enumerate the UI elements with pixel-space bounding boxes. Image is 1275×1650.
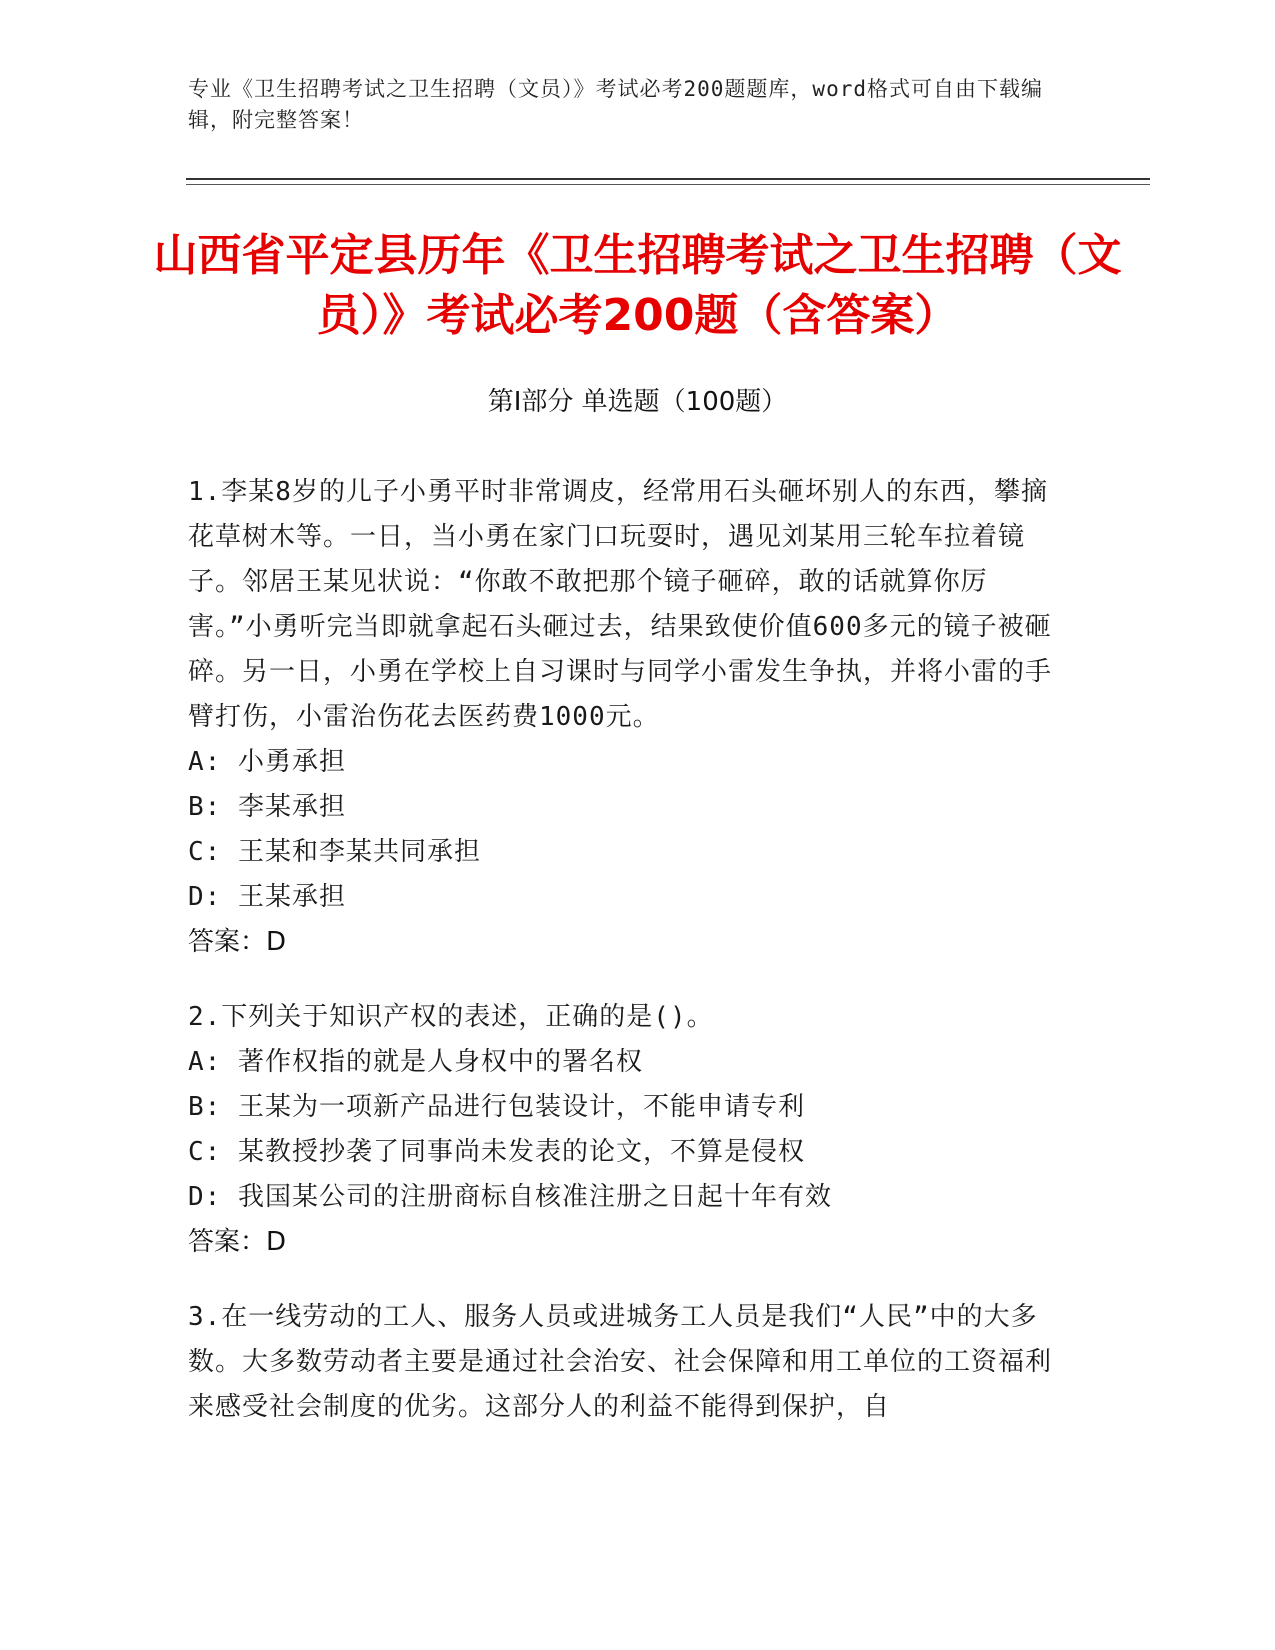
header-divider-thin [186, 184, 1150, 185]
option-c: C: 某教授抄袭了同事尚未发表的论文，不算是侵权 [188, 1137, 805, 1167]
question-3 [188, 1295, 1068, 1430]
answer-label: 答案：D [188, 1227, 287, 1257]
question-stem: 3.在一线劳动的工人、服务人员或进城务工人员是我们“人民”中的大多数。大多数劳动者主要是通过社会治安、社会保障和用工单位的工资福利来感受社会制度的优劣。这部分人的利益不能得到保护，自 [188, 1302, 1053, 1422]
document-title: 山西省平定县历年《卫生招聘考试之卫生招聘（文员）》考试必考200题（含答案） [153, 230, 1122, 341]
option-d: D: 王某承担 [188, 882, 346, 912]
question-stem: 2.下列关于知识产权的表述，正确的是()。 [188, 1002, 714, 1032]
option-a: A: 著作权指的就是人身权中的署名权 [188, 1047, 643, 1077]
question-2 [188, 995, 1068, 1265]
option-a: A: 小勇承担 [188, 747, 346, 777]
option-list [188, 1040, 1068, 1220]
option-d: D: 我国某公司的注册商标自核准注册之日起十年有效 [188, 1182, 832, 1212]
option-c: C: 王某和李某共同承担 [188, 837, 481, 867]
question-stem: 1.李某8岁的儿子小勇平时非常调皮，经常用石头砸坏别人的东西，攀摘花草树木等。一日，当小勇在家门口玩耍时，遇见刘某用三轮车拉着镜子。邻居王某见状说：“你敢不敢把那个镜子砸碎，敢的话就算你厉害。”小勇听完当即就拿起石头砸过去，结果致使价值600多元的镜子被砸碎。另一日，小勇在学校上自习课时与同学小雷发生争执，并将小雷的手臂打伤，小雷治伤花去医药费1000元。 [188, 477, 1053, 732]
option-b: B: 李某承担 [188, 792, 346, 822]
header-divider-thick [186, 178, 1150, 180]
section-heading: 第Ⅰ部分 单选题（100题） [487, 387, 788, 417]
option-list [188, 740, 1068, 920]
answer-label: 答案：D [188, 927, 287, 957]
question-list [188, 470, 1068, 1460]
question-1 [188, 470, 1068, 965]
header-note: 专业《卫生招聘考试之卫生招聘（文员）》考试必考200题题库，word格式可自由下载编辑，附完整答案！ [188, 77, 1043, 132]
option-b: B: 王某为一项新产品进行包装设计，不能申请专利 [188, 1092, 805, 1122]
